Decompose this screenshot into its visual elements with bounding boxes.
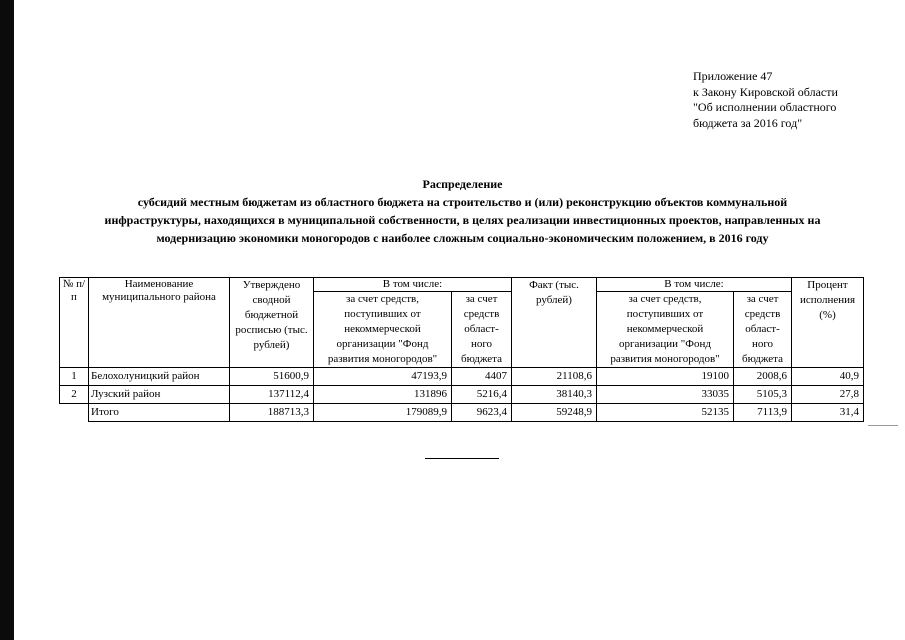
total-regional-2: 7113,9 <box>734 404 792 422</box>
row-fund-1: 47193,9 <box>314 368 452 386</box>
total-fund-1: 179089,9 <box>314 404 452 422</box>
subsidy-distribution-table <box>59 277 864 422</box>
header-fact: Факт (тыс. рублей) <box>512 278 597 368</box>
header-name: Наименование муниципального района <box>89 278 230 368</box>
header-num: № п/п <box>60 278 89 368</box>
header-regional-2: за счет средств област-ного бюджета <box>734 292 792 368</box>
row-fund-1: 131896 <box>314 386 452 404</box>
header-approved: Утверждено сводной бюджетной росписью (тыс. рублей) <box>230 278 314 368</box>
row-fund-2: 33035 <box>597 386 734 404</box>
row-percent: 40,9 <box>792 368 864 386</box>
document-heading <box>60 175 865 247</box>
header-row-top <box>60 278 864 292</box>
total-percent: 31,4 <box>792 404 864 422</box>
table-row <box>60 386 864 404</box>
row-name: Белохолуницкий район <box>89 368 230 386</box>
row-fact: 21108,6 <box>512 368 597 386</box>
header-percent: Процент исполнения (%) <box>792 278 864 368</box>
header-regional-1: за счет средств област-ного бюджета <box>452 292 512 368</box>
header-including-1: В том числе: <box>314 278 512 292</box>
heading-title: Распределение <box>422 177 503 191</box>
row-fact: 38140,3 <box>512 386 597 404</box>
header-including-2: В том числе: <box>597 278 792 292</box>
appendix-line-3: "Об исполнении областного <box>693 100 837 114</box>
row-percent: 27,8 <box>792 386 864 404</box>
total-approved: 188713,3 <box>230 404 314 422</box>
row-fund-2: 19100 <box>597 368 734 386</box>
scan-dark-edge <box>0 0 14 640</box>
margin-rule <box>868 425 898 426</box>
end-of-document-rule <box>425 458 499 459</box>
row-regional-1: 5216,4 <box>452 386 512 404</box>
appendix-line-1: Приложение 47 <box>693 69 773 83</box>
table-row <box>60 368 864 386</box>
heading-line-3: модернизацию экономики моногородов с наиболее сложным социально-экономическим положением, в 2016 году <box>156 231 769 245</box>
header-fund-1: за счет средств, поступивших от некоммерческой организации "Фонд развития моногородов" <box>314 292 452 368</box>
total-label: Итого <box>89 404 230 422</box>
row-regional-2: 2008,6 <box>734 368 792 386</box>
row-name: Лузский район <box>89 386 230 404</box>
heading-line-1: субсидий местным бюджетам из областного бюджета на строительство и (или) реконструкцию объектов коммунальной <box>137 195 788 209</box>
row-num: 2 <box>60 386 89 404</box>
appendix-reference <box>693 69 893 131</box>
total-row <box>60 404 864 422</box>
row-approved: 137112,4 <box>230 386 314 404</box>
row-approved: 51600,9 <box>230 368 314 386</box>
total-num-empty <box>60 404 89 422</box>
header-fund-2: за счет средств, поступивших от некоммерческой организации "Фонд развития моногородов" <box>597 292 734 368</box>
appendix-line-4: бюджета за 2016 год" <box>693 115 803 130</box>
total-fact: 59248,9 <box>512 404 597 422</box>
total-fund-2: 52135 <box>597 404 734 422</box>
appendix-line-2: к Закону Кировской области <box>693 84 838 99</box>
row-regional-1: 4407 <box>452 368 512 386</box>
row-num: 1 <box>60 368 89 386</box>
heading-line-2: инфраструктуры, находящихся в муниципальной собственности, в целях реализации инвестиционных проектов, направленных на <box>104 213 821 227</box>
total-regional-1: 9623,4 <box>452 404 512 422</box>
row-regional-2: 5105,3 <box>734 386 792 404</box>
